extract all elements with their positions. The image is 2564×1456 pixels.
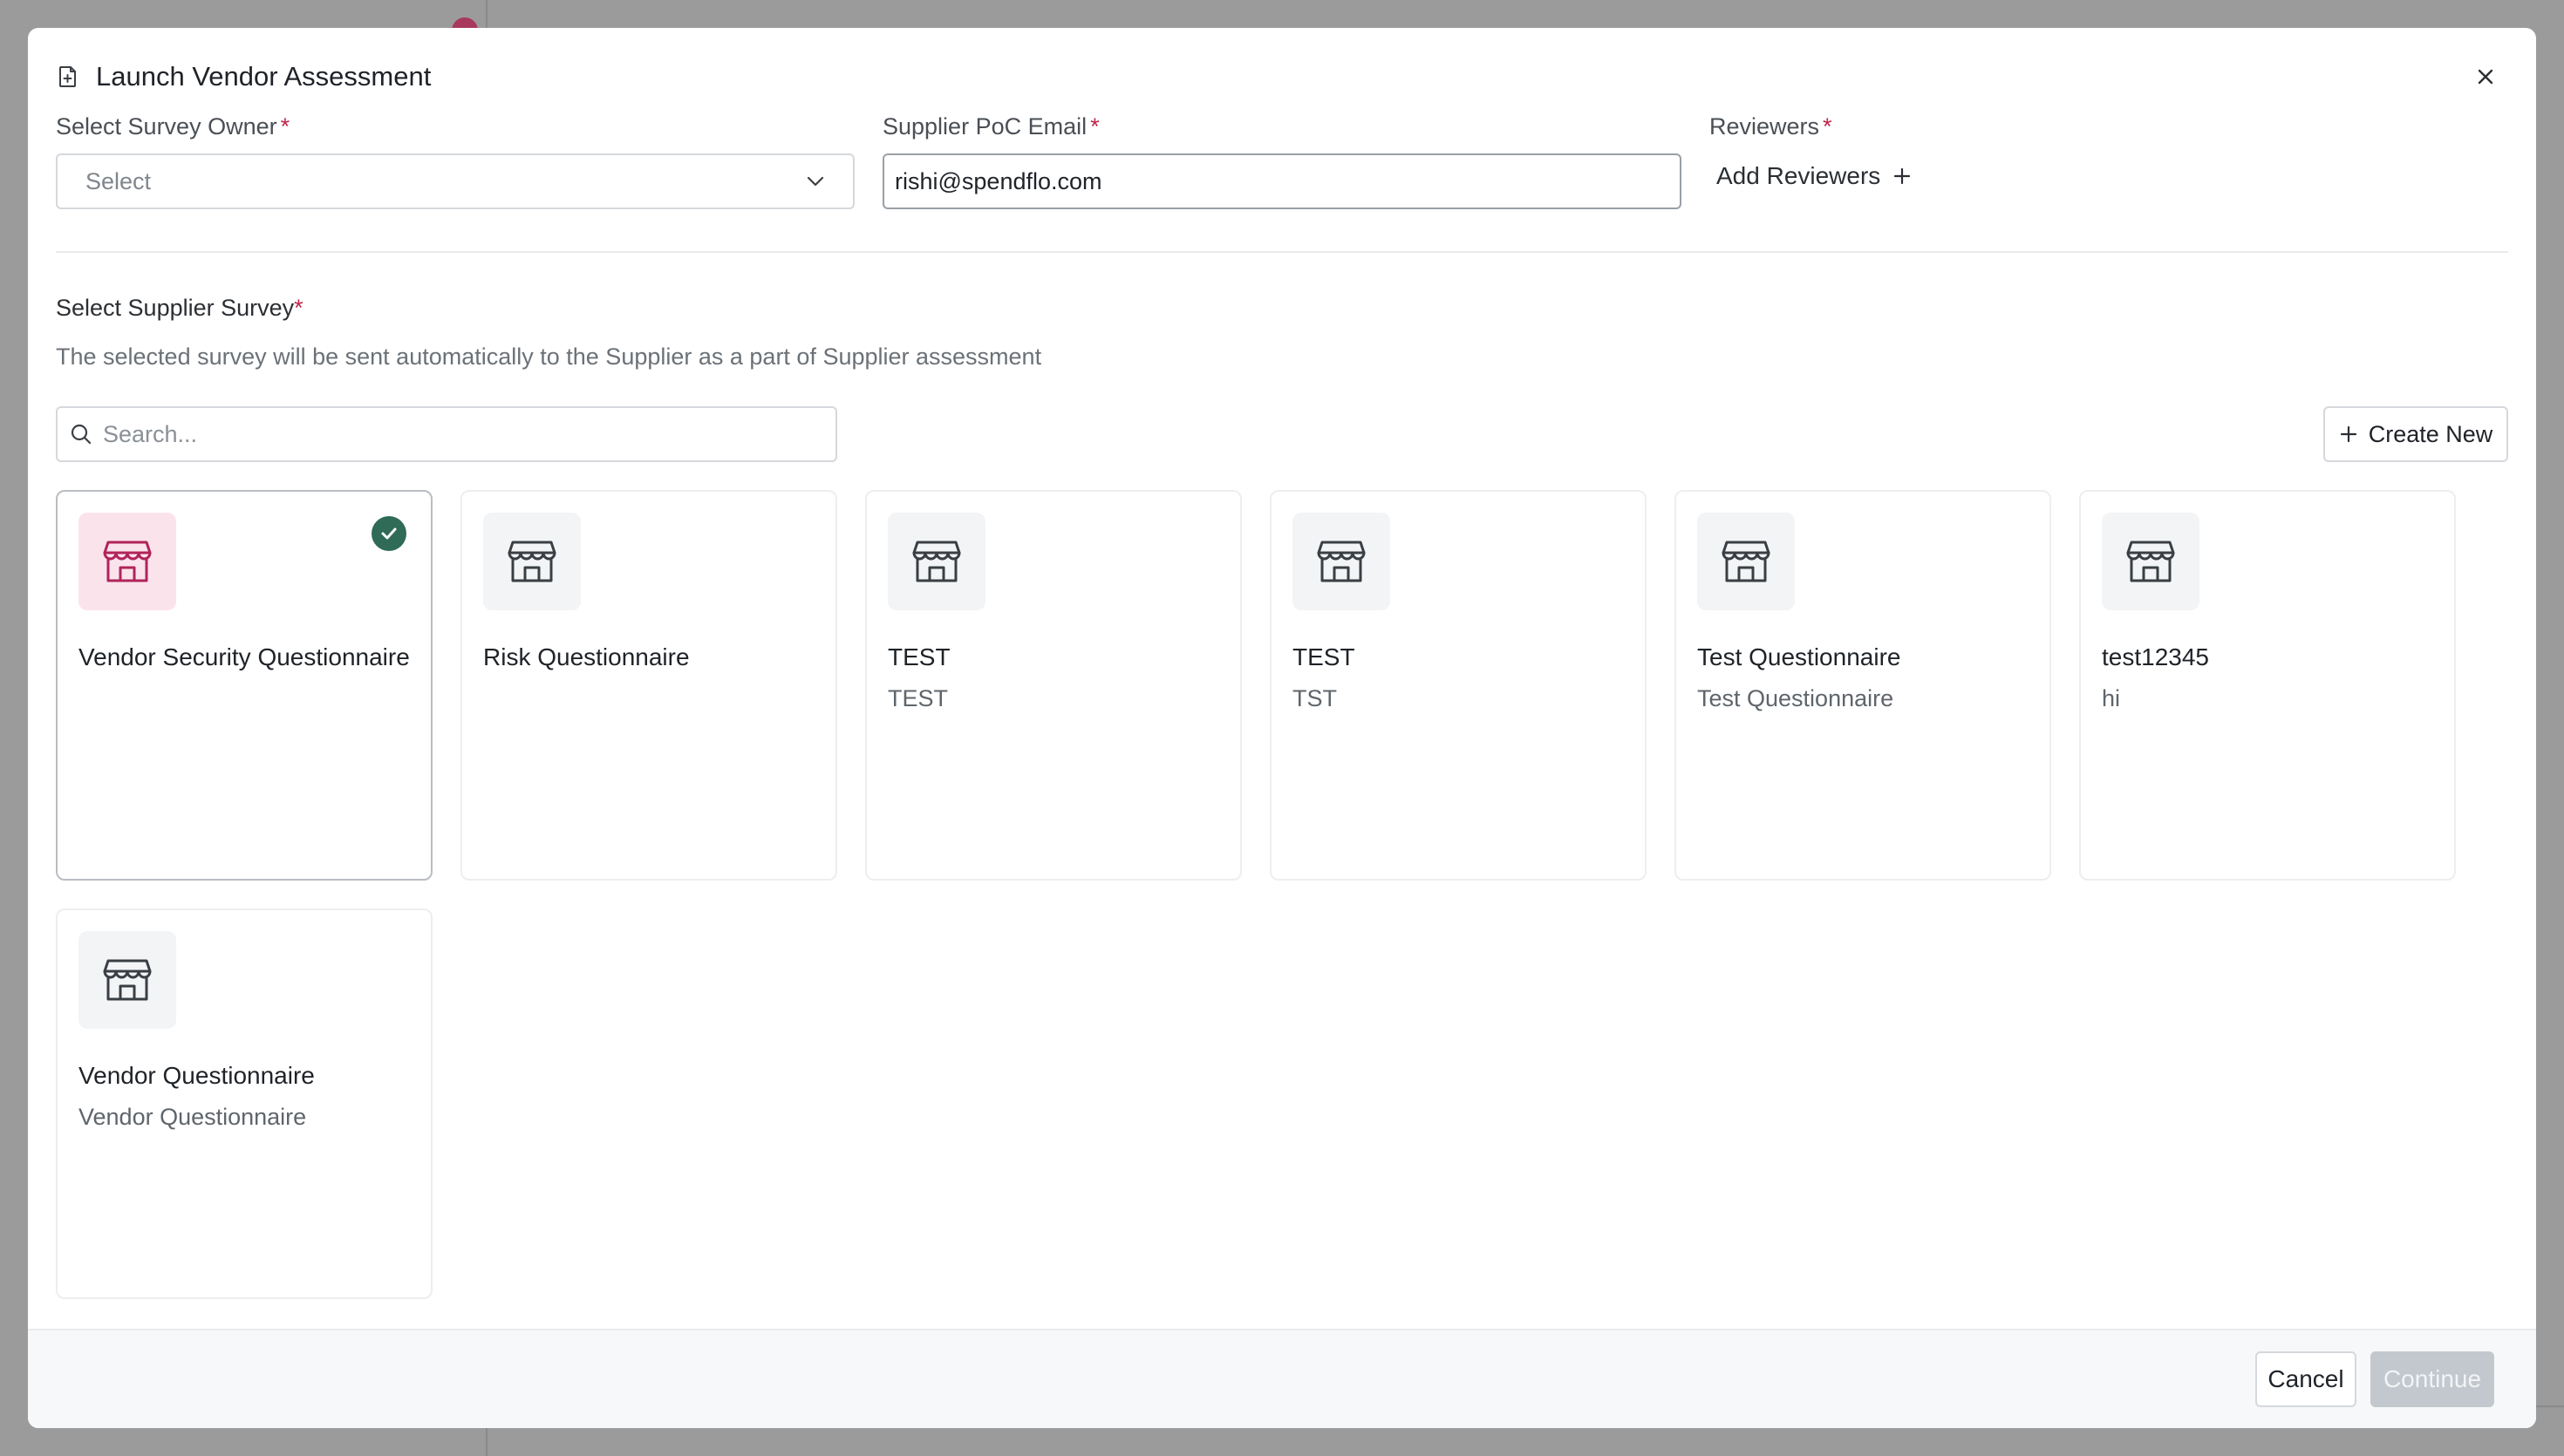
supplier-email-value: rishi@spendflo.com [895,167,1102,194]
survey-owner-select[interactable] [56,153,855,209]
continue-button[interactable]: Continue [2370,1351,2494,1407]
search-icon [70,423,92,446]
survey-card[interactable] [1674,490,2051,881]
survey-owner-field [56,113,855,209]
survey-section-description: The selected survey will be sent automatically to the Supplier as a part of Supplier assessment [56,344,1042,370]
create-new-button[interactable] [2323,406,2508,462]
storefront-icon [888,513,985,610]
modal-footer [28,1329,2536,1428]
required-marker: * [280,113,290,139]
survey-search[interactable] [56,406,837,462]
reviewers-label: Reviewers [1709,113,1820,139]
survey-card[interactable] [56,908,433,1299]
storefront-icon [1697,513,1795,610]
required-marker: * [1823,113,1832,139]
card-title: Vendor Security Questionnaire [78,643,410,670]
storefront-icon [78,513,176,610]
search-input[interactable] [103,421,801,448]
storefront-icon [1292,513,1390,610]
modal-title: Launch Vendor Assessment [96,61,432,92]
survey-card[interactable] [865,490,1242,881]
card-subtitle: Vendor Questionnaire [78,1104,307,1130]
card-title: Test Questionnaire [1697,643,1901,670]
add-reviewers-button[interactable] [1709,162,2508,190]
survey-owner-value: Select [85,167,152,194]
plus-icon [1892,167,1912,186]
card-title: Vendor Questionnaire [78,1062,315,1089]
survey-card[interactable] [1270,490,1647,881]
supplier-email-field [883,113,1681,209]
supplier-email-label: Supplier PoC Email [883,113,1088,139]
survey-card[interactable] [460,490,837,881]
close-button[interactable] [2470,61,2501,92]
section-divider [56,251,2508,253]
cancel-button[interactable]: Cancel [2255,1351,2356,1407]
card-subtitle: hi [2102,685,2121,711]
storefront-icon [483,513,581,610]
card-subtitle: TEST [888,685,949,711]
add-reviewers-label: Add Reviewers [1716,162,1881,189]
reviewers-field [1709,113,2508,190]
survey-section-title: Select Supplier Survey [56,295,295,321]
plus-icon [2339,425,2358,444]
document-add-icon [56,65,80,89]
selected-check-icon [372,516,406,551]
storefront-icon [2102,513,2199,610]
launch-assessment-modal [28,28,2536,1428]
card-subtitle: TST [1292,685,1337,711]
card-subtitle: Test Questionnaire [1697,685,1894,711]
survey-owner-label: Select Survey Owner [56,113,277,139]
card-title: Risk Questionnaire [483,643,690,670]
survey-card[interactable] [2079,490,2456,881]
required-marker: * [294,295,303,321]
modal-header [56,61,431,92]
card-title: TEST [1292,643,1355,670]
storefront-icon [78,931,176,1029]
survey-card[interactable] [56,490,433,881]
required-marker: * [1090,113,1100,139]
card-title: TEST [888,643,951,670]
create-new-label: Create New [2368,420,2493,447]
card-title: test12345 [2102,643,2209,670]
supplier-email-input[interactable] [883,153,1681,209]
chevron-down-icon [806,175,825,187]
close-icon [2475,66,2496,87]
